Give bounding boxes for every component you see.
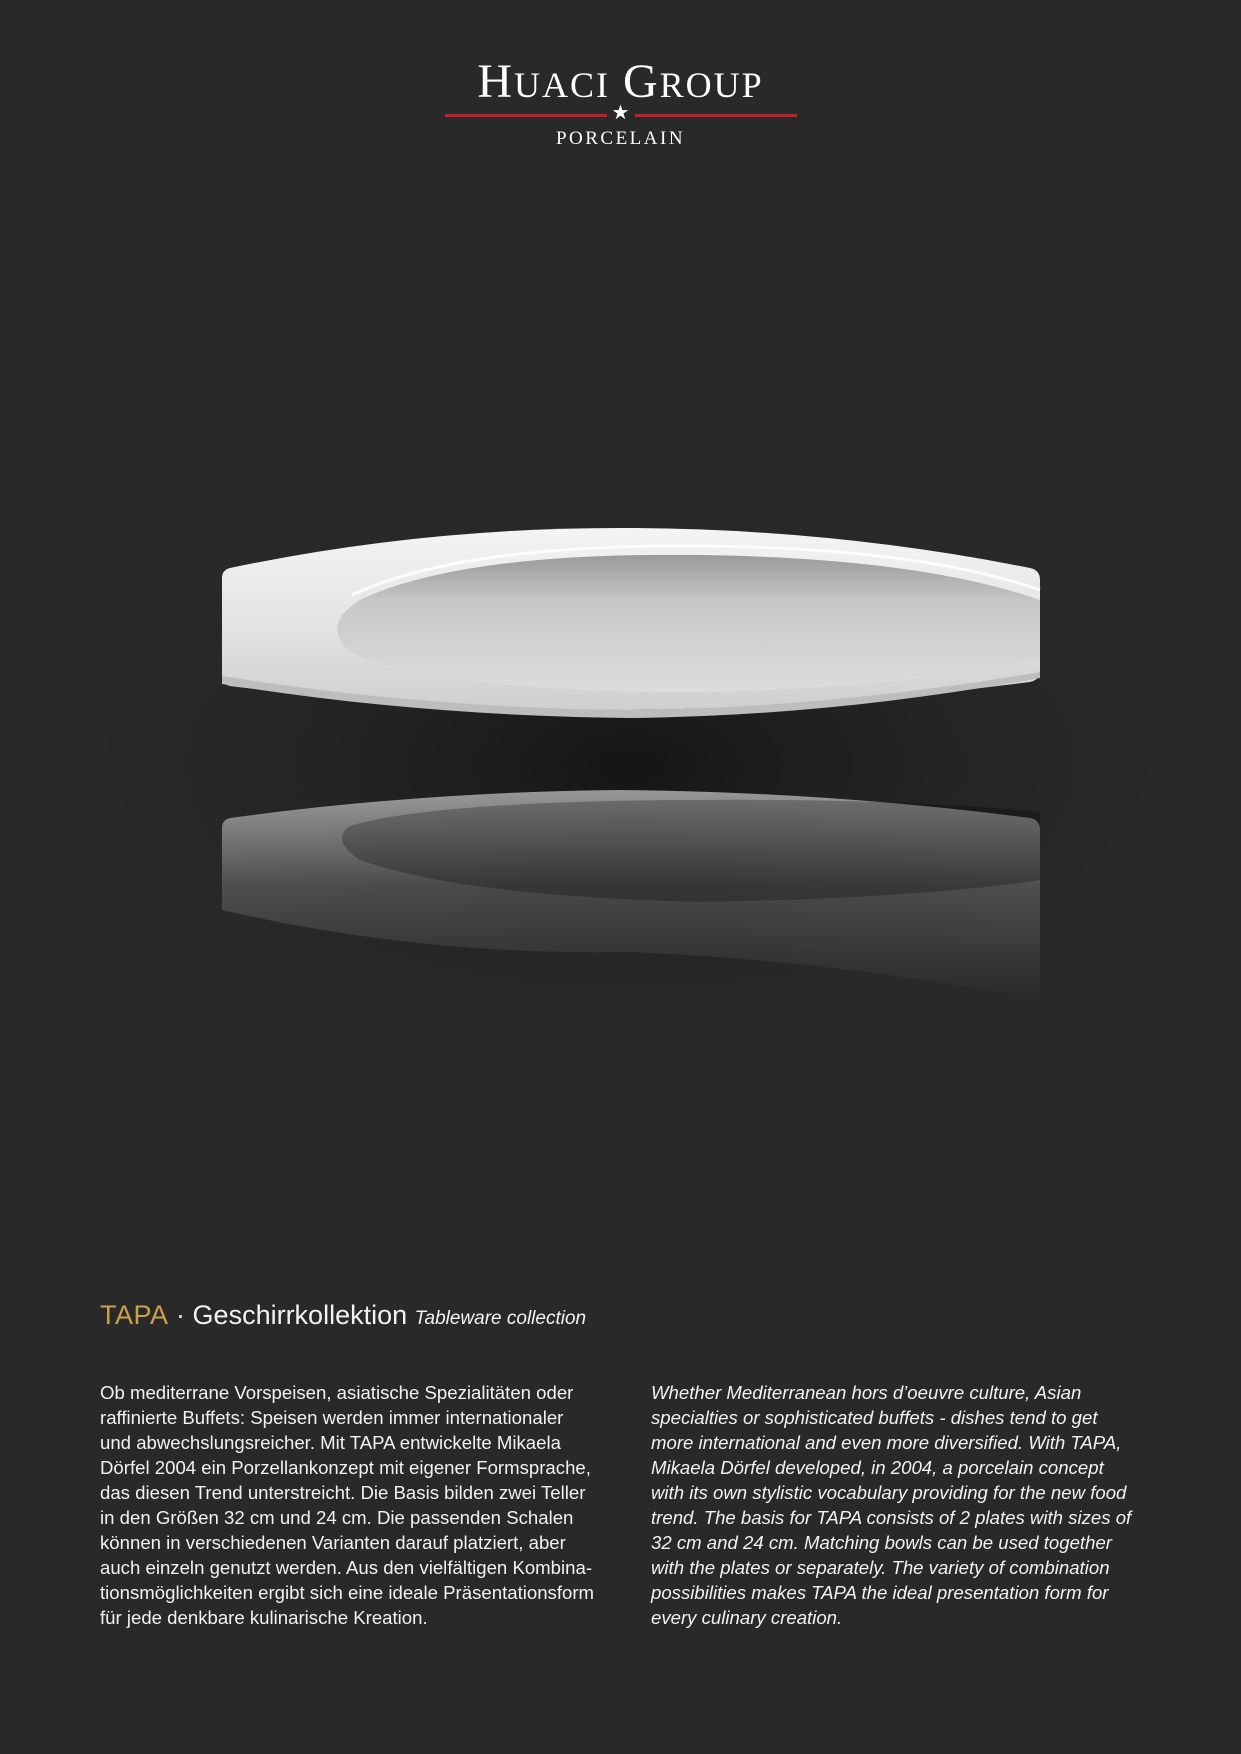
logo-divider (445, 102, 797, 124)
logo-rule-left (445, 114, 607, 117)
logo-rule-right (635, 114, 797, 117)
collection-heading (100, 1298, 586, 1336)
text-line: with the plates or separately. The variety of combination (651, 1557, 1110, 1578)
text-line: Whether Mediterranean hors d’oeuvre culture, Asian (651, 1382, 1082, 1403)
text-line: specialties or sophisticated buffets - dishes tend to get (651, 1407, 1098, 1428)
text-line: für jede denkbare kulinarische Kreation. (100, 1607, 428, 1628)
text-line: with its own stylistic vocabulary providing for the new food (651, 1482, 1127, 1503)
text-line: in den Größen 32 cm und 24 cm. Die passenden Schalen (100, 1507, 574, 1528)
text-line: possibilities makes TAPA the ideal presentation form for (651, 1582, 1109, 1603)
text-line: das diesen Trend unterstreicht. Die Basis bilden zwei Teller (100, 1482, 586, 1503)
brand-name: HUACI GROUP (477, 55, 764, 108)
description-german (100, 1380, 612, 1630)
text-line: Dörfel 2004 ein Porzellankonzept mit eigener Formsprache, (100, 1457, 591, 1478)
product-name: TAPA (100, 1300, 169, 1330)
text-line: trend. The basis for TAPA consists of 2 plates with sizes of (651, 1507, 1132, 1528)
text-line: 32 cm and 24 cm. Matching bowls can be used together (651, 1532, 1112, 1553)
text-line: tionsmöglichkeiten ergibt sich eine ideale Präsentationsform (100, 1582, 595, 1603)
text-line: more international and even more diversified. With TAPA, (651, 1432, 1122, 1453)
collection-title-en: Tableware collection (414, 1308, 587, 1329)
text-line: auch einzeln genutzt werden. Aus den vielfältigen Kombina- (100, 1557, 593, 1578)
brand-logo (0, 55, 1241, 149)
text-line: können in verschiedenen Varianten darauf platziert, aber (100, 1532, 566, 1553)
text-line: raffinierte Buffets: Speisen werden immer internationaler (100, 1407, 564, 1428)
star-icon: ★ (611, 102, 630, 124)
plate-well (337, 555, 1040, 692)
description-english (651, 1380, 1156, 1630)
text-line: Ob mediterrane Vorspeisen, asiatische Spezialitäten oder (100, 1382, 574, 1403)
brand-subtitle: PORCELAIN (555, 128, 686, 149)
text-line: und abwechslungsreicher. Mit TAPA entwickelte Mikaela (100, 1432, 561, 1453)
collection-title-de: Geschirrkollektion (192, 1300, 408, 1330)
product-photo (0, 440, 1241, 1080)
text-line: every culinary creation. (651, 1607, 843, 1628)
text-line: Mikaela Dörfel developed, in 2004, a porcelain concept (651, 1457, 1104, 1478)
heading-separator: · (176, 1300, 186, 1330)
